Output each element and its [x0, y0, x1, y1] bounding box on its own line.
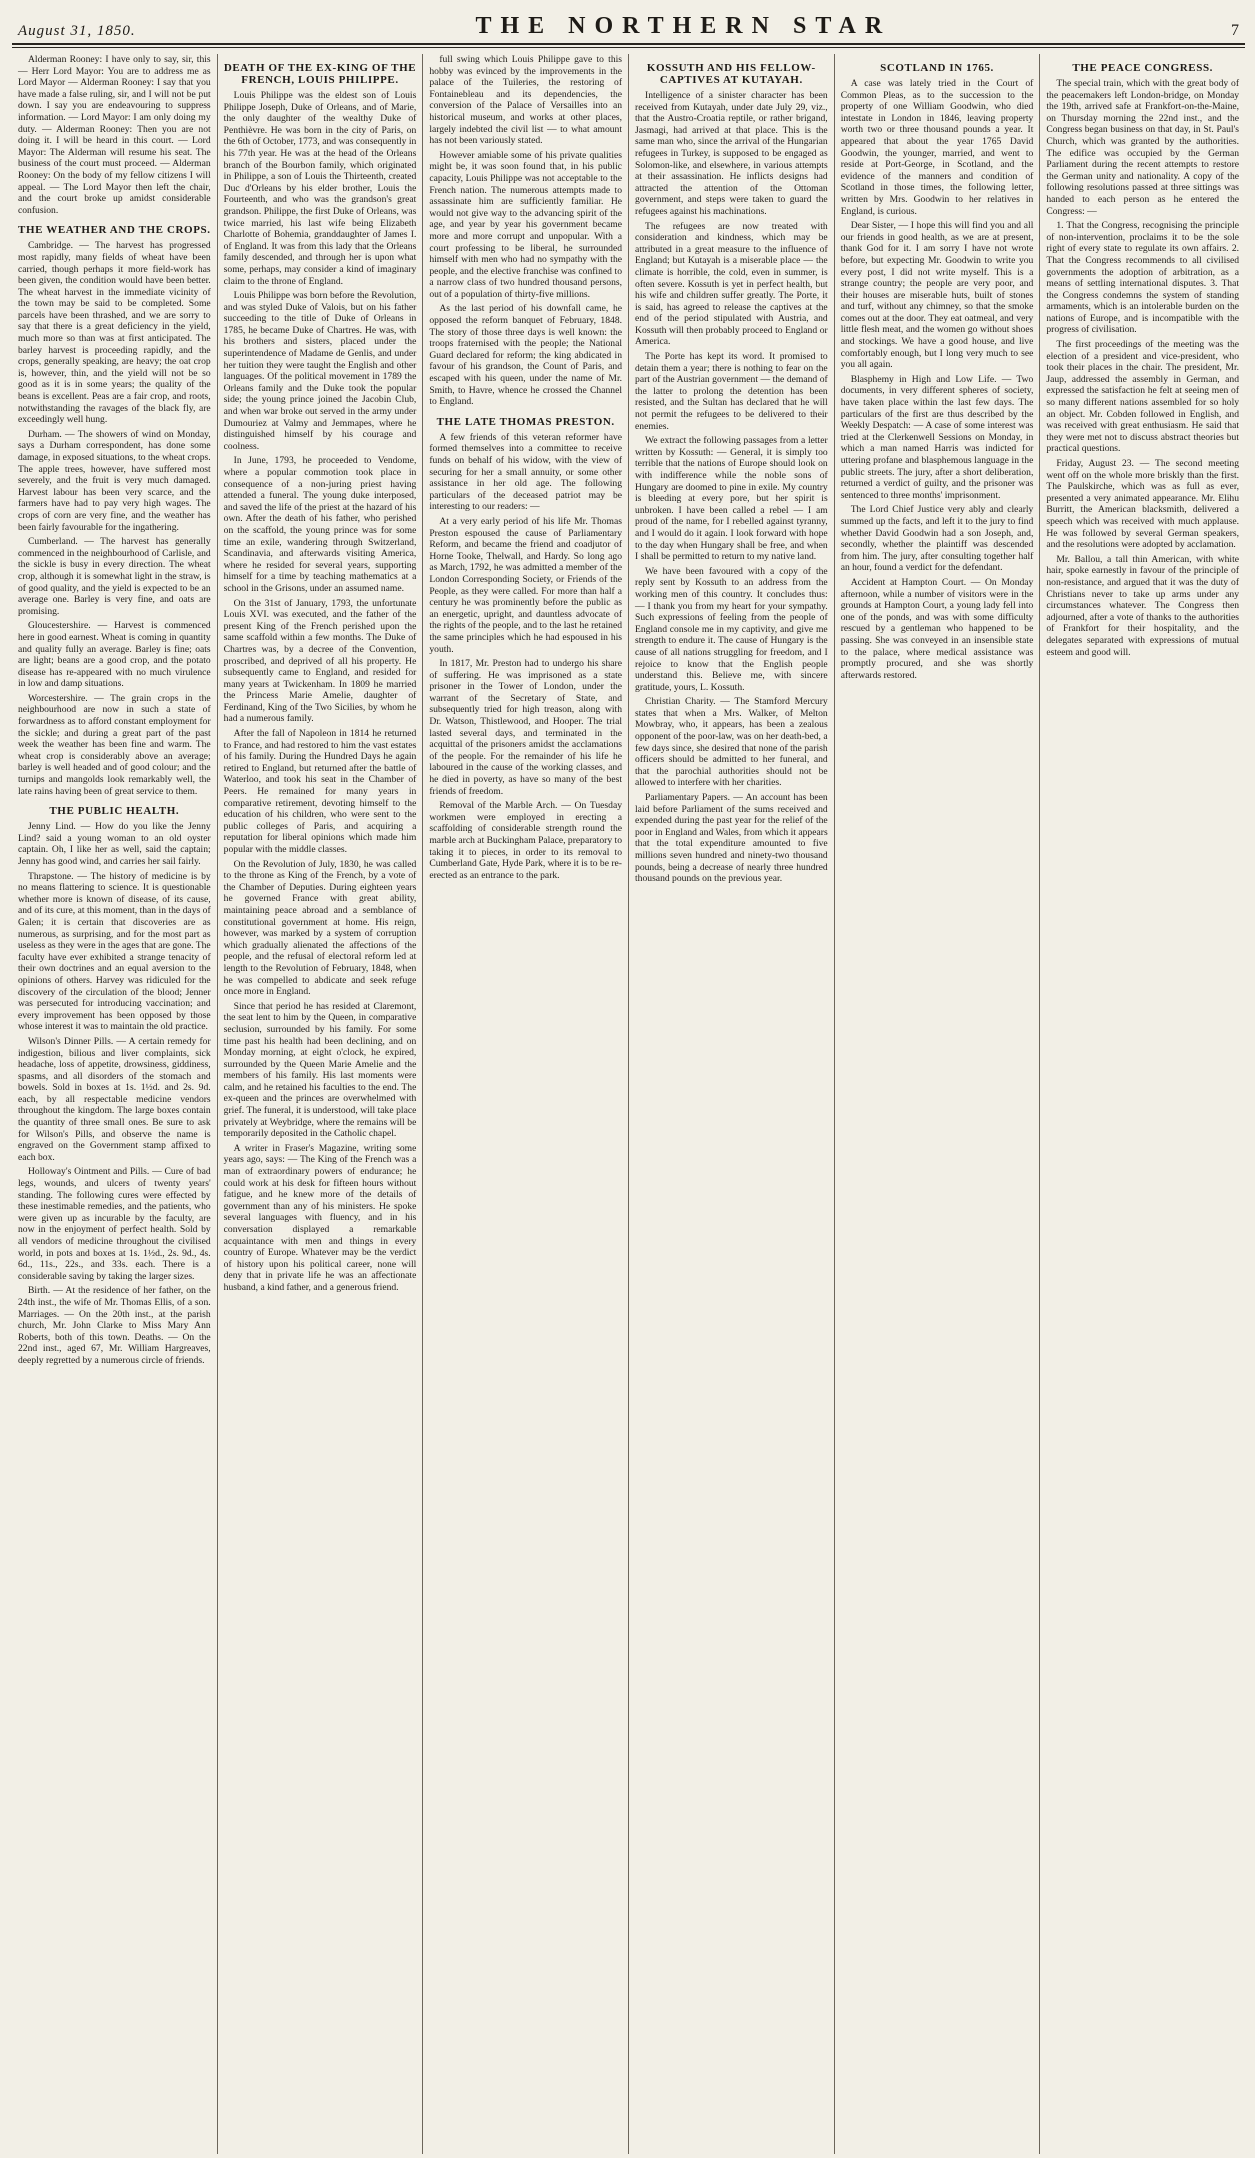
article-paragraph: We have been favoured with a copy of the reply sent by Kossuth to an address from the working men of this country. It concludes thus: — I thank you from my heart for your sympathy. Such expressions of feeling from the people of England console me in my captivity, and give me strength to endure it. The cause of Hungary is the cause of all nations struggling for freedom, and I rejoice to know that the English people understand this. Believe me, with sincere gratitude, yours, L. Kossuth.	[635, 565, 828, 693]
article-paragraph: Mr. Ballou, a tall thin American, with white hair, spoke earnestly in favour of the principle of non-resistance, and argued that it was the duty of Christians never to take up arms under any circumstances whatever. The Congress then adjourned, after a vote of thanks to the authorities of Frankfort for their hospitality, and the delegates separated with expressions of mutual esteem and good will.	[1046, 553, 1240, 658]
article-paragraph: In 1817, Mr. Preston had to undergo his share of suffering. He was imprisoned as a state prisoner in the Tower of London, under the warrant of the Secretary of State, and subsequently tried for high treason, along with Dr. Watson, Thistlewood, and Hooper. The trial lasted several days, and terminated in the acquittal of the prisoners amidst the acclamations of the people. For the remainder of his life he laboured in the cause of the working classes, and he died in poverty, as have so many of the best friends of freedom.	[429, 658, 623, 797]
article-paragraph: Cambridge. — The harvest has progressed most rapidly, many fields of wheat have been carried, though perhaps it more field-work has been given, the condition would have been better. The wheat harvest in the immediate vicinity of the town may be said to be completed. Some parcels have been thrashed, and we are sorry to say that there is a great deficiency in the yield, much more so than was at first anticipated. The barley harvest is proceeding rapidly, and the crops, generally speaking, are heavy; the oat crop is, however, thin, and the yield will not be so good as it is in some years; the quality of the beans is excellent. Peas are a fair crop, and roots, notwithstanding the ravages of the black fly, are exceedingly well hung.	[18, 240, 211, 426]
article-paragraph: Worcestershire. — The grain crops in the neighbourhood are now in such a state of forwardness as to afford constant employment for the sickle; and during a great part of the past week the weather has been fine and warm. The wheat crop is considerably above an average; barley is well headed and of good colour; and the turnips and mangolds look remarkably well, the late rains having been of great service to them.	[18, 692, 211, 797]
columns	[12, 54, 1245, 2154]
article-paragraph: Wilson's Dinner Pills. — A certain remedy for indigestion, bilious and liver complaints, sick headache, loss of appetite, drowsiness, giddiness, spasms, and all disorders of the stomach and bowels. Sold in boxes at 1s. 1½d. and 2s. 9d. each, by all respectable medicine vendors throughout the kingdom. The large boxes contain the quantity of three small ones. Be sure to ask for Wilson's Pills, and observe the name is engraved on the Government stamp affixed to each box.	[18, 1035, 211, 1163]
column-5	[835, 54, 1041, 2154]
article-paragraph: Accident at Hampton Court. — On Monday afternoon, while a number of visitors were in the grounds at Hampton Court, a young lady fell into one of the ponds, and was with some difficulty rescued by a gentleman who happened to be passing. She was conveyed in an insensible state to the palace, where medical assistance was promptly procured, and she was shortly afterwards restored.	[840, 576, 1034, 681]
article-paragraph: However amiable some of his private qualities might be, it was soon found that, in his public capacity, Louis Philippe was not acceptable to the French nation. The numerous attempts made to assassinate him are sufficiently familiar. He would not give way to the advancing spirit of the age, and year by year his government became more and more corrupt and unpopular. With a court professing to be liberal, he surrounded himself with men who had no sympathy with the people, and the elective franchise was confined to a narrow class of two hundred thousand persons, out of a population of thirty-five millions.	[429, 149, 623, 300]
article-paragraph: On the Revolution of July, 1830, he was called to the throne as King of the French, by a vote of the Chamber of Deputies. During eighteen years he governed France with great ability, maintaining peace abroad and a semblance of constitutional government at home. His reign, however, was marked by a system of corruption which gradually alienated the affections of the people, and the refusal of electoral reform led at length to the Revolution of February, 1848, when he was compelled to abdicate and seek refuge once more in England.	[223, 858, 417, 998]
newspaper-title: THE NORTHERN STAR	[475, 13, 892, 39]
issue-date: August 31, 1850.	[18, 23, 136, 39]
article-paragraph: Louis Philippe was the eldest son of Louis Philippe Joseph, Duke of Orleans, and of Marie, the only daughter of the wealthy Duke of Penthièvre. He was born in the city of Paris, on the 6th of October, 1773, and was consequently in his 77th year. He was at the head of the Orleans branch of the Bourbon family, which originated in Philippe, a son of Louis the Thirteenth, created Duc d'Orleans by his elder brother, Louis the Fourteenth, and who was the grandson's great grandson. Philippe, the first Duke of Orleans, was twice married, his last wife being Elizabeth Charlotte of Bohemia, granddaughter of James I. of England. It was from this lady that the Orleans family descended, and through her is upon what some, perhaps, may consider a kind of imaginary claim to the throne of England.	[223, 90, 417, 287]
column-3	[423, 54, 629, 2154]
article-paragraph: A writer in Fraser's Magazine, writing some years ago, says: — The King of the French was a man of extraordinary powers of endurance; he could work at his desk for fifteen hours without fatigue, and he knew more of the details of government than any of his ministers. He spoke several languages with fluency, and in his conversation displayed a remarkable acquaintance with men and things in every country of Europe. Whatever may be the verdict of history upon his political career, none will deny that in private life he was an affectionate husband, a kind father, and a generous friend.	[223, 1142, 417, 1293]
article-paragraph: 1. That the Congress, recognising the principle of non-intervention, proclaims it to be the sole right of every state to regulate its own affairs. 2. That the Congress recommends to all civilised governments the adoption of arbitration, as a means of settling international disputes. 3. That the Congress condemns the system of standing armaments, which is an intolerable burden on the nations of Europe, and is incompatible with the progress of civilisation.	[1046, 220, 1240, 336]
article-paragraph: On the 31st of January, 1793, the unfortunate Louis XVI. was executed, and the father of the present King of the French perished upon the same scaffold within a few months. The Duke of Chartres was, by a decree of the Convention, proscribed, and deprived of all his property. He subsequently came to England, and resided for many years at Twickenham. In 1809 he married the Princess Marie Amelie, daughter of Ferdinand, King of the Two Sicilies, by whom he had a numerous family.	[223, 597, 417, 725]
article-paragraph: The first proceedings of the meeting was the election of a president and vice-president, who took their places in the chair. The president, Mr. Jaup, addressed the assembly in German, and expressed the satisfaction he felt at seeing men of so many different nations assembled for so holy an object. Mr. Cobden followed in English, and was received with great enthusiasm. He said that they were met not to discuss abstract theories but practical questions.	[1046, 339, 1240, 455]
column-4	[629, 54, 835, 2154]
article-paragraph: Dear Sister, — I hope this will find you and all our friends in good health, as we are at present, thank God for it. I am sorry I have not wrote before, but expecting Mr. Goodwin to write you every post, I did not write myself. This is a strange country; the people are very poor, and their houses are miserable huts, built of stones and turf, without any chimney, so that the smoke comes out at the door. They eat oatmeal, and very little flesh meat, and the women go without shoes and stockings. We have a good house, and live comfortably enough, but I long very much to see you all again.	[840, 220, 1034, 371]
article-paragraph: Friday, August 23. — The second meeting went off on the whole more briskly than the first. The Paulskirche, which was as full as ever, presented a very animated appearance. Mr. Elihu Burritt, the American blacksmith, delivered a speech which was received with much applause. He was followed by several German speakers, and the resolutions were adopted by acclamation.	[1046, 458, 1240, 551]
masthead	[12, 10, 1245, 45]
article-paragraph: Thrapstone. — The history of medicine is by no means flattering to science. It is questionable whether more is known of disease, of its cause, and of its cure, at this moment, than in the days of Galen; it is certain that discoveries are as numerous, as surprising, and for the most part as useless as they were in the ages that are gone. The faculty have ever exhibited a strange tenacity of their own doctrines and an equal aversion to the opinions of others. Harvey was ridiculed for the discovery of the circulation of the blood; Jenner was persecuted for introducing vaccination; and every improvement has been opposed by those whose interest it was to maintain the old practice.	[18, 870, 211, 1033]
article-paragraph: Gloucestershire. — Harvest is commenced here in good earnest. Wheat is coming in quantity and quality fully an average. Barley is fine; oats are light; beans are a good crop, and the potato disease has re-appeared with no much virulence in low and damp situations.	[18, 620, 211, 690]
article-paragraph: The refugees are now treated with consideration and kindness, which may be attributed in a great measure to the influence of England; but Kutayah is a miserable place — the climate is horrible, the cold, even in summer, is often severe. Kossuth is yet in perfect health, but his wife and children suffer greatly. The Porte, it is said, has agreed to release the captives at the end of the period stipulated with Austria, and Kossuth will then probably proceed to England or America.	[635, 220, 828, 348]
article-paragraph: Since that period he has resided at Claremont, the seat lent to him by the Queen, in comparative seclusion, surrounded by his family. For some time past his health had been declining, and on Monday morning, at eight o'clock, he expired, surrounded by the Queen Marie Amelie and the members of his family. His last moments were calm, and he retained his faculties to the end. The ex-queen and the princes are overwhelmed with grief. The funeral, it is understood, will take place privately at Weybridge, where the remains will be temporarily deposited in the Catholic chapel.	[223, 1000, 417, 1140]
article-paragraph: Cumberland. — The harvest has generally commenced in the neighbourhood of Carlisle, and the sickle is busy in every direction. The wheat crop, although it is somewhat light in the straw, is of good quality, and the yield is expected to be an average one. Barley is very fine, and oats are promising.	[18, 536, 211, 617]
article-heading: DEATH OF THE EX-KING OF THE FRENCH, LOUIS PHILIPPE.	[223, 62, 417, 86]
article-paragraph: Holloway's Ointment and Pills. — Cure of bad legs, wounds, and ulcers of twenty years' standing. The following cures were effected by these inestimable remedies, and the patients, who were given up as incurable by the faculty, are now in the enjoyment of perfect health. Sold by all vendors of medicine throughout the civilised world, in pots and boxes at 1s. 1½d., 2s. 9d., 4s. 6d., 11s., 22s., and 33s. each. There is a considerable saving by taking the larger sizes.	[18, 1166, 211, 1282]
article-paragraph: A case was lately tried in the Court of Common Pleas, as to the succession to the property of one William Goodwin, who died intestate in London in 1846, leaving property worth two or three thousand pounds a year. It appeared that about the year 1765 David Goodwin, the younger, married, and went to reside at Port-George, in Scotland, and the evidence of the manners and condition of Scotland in those times, the following letter, written by Mrs. Goodwin to her relatives in England, is curious.	[840, 78, 1034, 217]
article-paragraph: Blasphemy in High and Low Life. — Two documents, in very different spheres of society, have taken place within the last few days. The particulars of the first are thus described by the Weekly Despatch: — A case of some interest was tried at the Clerkenwell Sessions on Monday, in which a man named Harris was indicted for uttering profane and blasphemous language in the public streets. The jury, after a short deliberation, returned a verdict of guilty, and the prisoner was sentenced to three months' imprisonment.	[840, 373, 1034, 501]
article-paragraph: As the last period of his downfall came, he opposed the reform banquet of February, 1848. The story of those three days is well known: the troops fraternised with the people; the National Guard declared for reform; the king abdicated in favour of his grandson, the Count of Paris, and escaped with his queen, under the name of Mr. Smith, to Havre, whence he crossed the Channel to England.	[429, 303, 623, 408]
column-2	[218, 54, 424, 2154]
article-paragraph: Removal of the Marble Arch. — On Tuesday workmen were employed in erecting a scaffolding of considerable strength round the marble arch at Buckingham Palace, preparatory to taking it to pieces, in order to its removal to Cumberland Gate, Hyde Park, where it is to be re-erected as an entrance to the park.	[429, 800, 623, 881]
article-paragraph: Birth. — At the residence of her father, on the 24th inst., the wife of Mr. Thomas Ellis, of a son. Marriages. — On the 20th inst., at the parish church, Mr. John Clarke to Miss Mary Ann Roberts, both of this town. Deaths. — On the 22nd inst., aged 67, Mr. William Hargreaves, deeply regretted by a numerous circle of friends.	[18, 1285, 211, 1366]
column-6	[1040, 54, 1245, 2154]
article-paragraph: Intelligence of a sinister character has been received from Kutayah, under date July 29, viz., that the Austro-Croatia reptile, or rather brigand, Jasmagi, had arrived at that place. This is the same man who, since the arrival of the Hungarian refugees in Turkey, is supposed to be engaged as Solomon-like, and elsewhere, in various attempts at their assassination. He inflicts designs had attracted the attention of the Ottoman government, and steps were taken to guard the refugees against his machinations.	[635, 90, 828, 217]
article-paragraph: In June, 1793, he proceeded to Vendome, where a popular commotion took place in consequence of a non-juring priest having attended a funeral. The young duke interposed, and saved the life of the priest at the hazard of his own. After the death of his father, who perished on the scaffold, the young prince was for some time an exile, wandering through Switzerland, Scandinavia, and afterwards visiting America, where he resided for several years, supporting himself for a time by teaching mathematics at a school in the Grisons, under an assumed name.	[223, 455, 417, 594]
article-paragraph: A few friends of this veteran reformer have formed themselves into a committee to receive funds on behalf of his widow, with the view of securing for her a small annuity, or some other assistance in her old age. The following particulars of the deceased patriot may be interesting to our readers: —	[429, 431, 623, 513]
article-paragraph: Alderman Rooney: I have only to say, sir, this — Herr Lord Mayor: You are to address me as Lord Mayor — Alderman Rooney: I say that you have made a false ruling, sir, and I will not be put down. I say you are endeavouring to suppress information. — Lord Mayor: I am only doing my duty. — Alderman Rooney: Then you are not doing it. I will be heard in this court. — Lord Mayor: The Alderman will resume his seat. The business of the court must proceed. — Alderman Rooney: On the body of my fellow citizens I will appeal. — The Lord Mayor then left the chair, and the court broke up amidst considerable confusion.	[18, 54, 211, 216]
article-heading: THE WEATHER AND THE CROPS.	[18, 224, 211, 237]
article-heading: SCOTLAND IN 1765.	[880, 62, 994, 74]
article-paragraph: After the fall of Napoleon in 1814 he returned to France, and had restored to him the vast estates of his family. During the Hundred Days he again retired to England, but returned after the battle of Waterloo, and took his seat in the Chamber of Peers. He remained for many years in comparative retirement, devoting himself to the education of his children, who were sent to the public colleges of Paris, and acquiring a reputation for liberal opinions which made him popular with the middle classes.	[223, 728, 417, 855]
article-paragraph: Durham. — The showers of wind on Monday, says a Durham correspondent, has done some damage, in exposed situations, to the wheat crops. The apple trees, however, have suffered most severely, and the fruit is very much damaged. Harvest labour has been very scarce, and the farmers have had to pay very high wages. The crops of corn are very fine, and the weather has been fairly favourable for the ingathering.	[18, 428, 211, 533]
article-paragraph: We extract the following passages from a letter written by Kossuth: — General, it is simply too terrible that the nations of Europe should look on with indifference while the noble sons of Hungary are doomed to pine in exile. My country is bleeding at every pore, but her spirit is unbroken. I have been called a rebel — I am proud of the name, for I rebelled against tyranny, and I would do it again. I look forward with hope to the day when Hungary shall be free, and when I shall be permitted to return to my native land.	[635, 435, 828, 563]
column-1	[12, 54, 218, 2154]
article-heading: THE LATE THOMAS PRESTON.	[436, 415, 615, 428]
article-heading: THE PEACE CONGRESS.	[1072, 62, 1214, 74]
article-paragraph: The special train, which with the great body of the peacemakers left London-bridge, on Monday the 19th, arrived safe at Frankfort-on-the-Maine, on Thursday morning the 22nd inst., and the Congress began business on that day, in St. Paul's Church, which was granted by the authorities. The edifice was occupied by the German Parliament during the recent attempts to restore the German unity and nationality. A copy of the following resolutions passed at three sittings was handed to each person as he entered the Congress: —	[1046, 78, 1240, 217]
article-paragraph: Louis Philippe was born before the Revolution, and was styled Duke of Valois, but on his father succeeding to the title of Duke of Orleans in 1785, he became Duke of Chartres. He was, with his brothers and sisters, placed under the superintendence of Madame de Genlis, and under her tuition they were taught the English and other languages. Of the political movement in 1789 the Orleans family and the Duke took the popular side; the young prince joined the Jacobin Club, and when war broke out served in the army under Dumouriez at Valmy and Jemmapes, where he distinguished himself by his courage and coolness.	[223, 290, 417, 452]
article-paragraph: The Porte has kept its word. It promised to detain them a year; there is nothing to fear on the part of the Austrian government — the demand of the latter to prolong the detention has been resisted, and the Sultan has declared that he will not permit the refugees to be delivered to their enemies.	[635, 351, 828, 432]
article-heading: THE PUBLIC HEALTH.	[49, 805, 180, 818]
page-number: 7	[1231, 22, 1239, 39]
article-paragraph: Christian Charity. — The Stamford Mercury states that when a Mrs. Walker, of Melton Mowbray, who, it appears, has been a zealous opponent of the poor-law, was on her death-bed, a few days since, she desired that none of the parish officers should be admitted to her funeral, and that the parochial authorities should not be allowed to interfere with her charities.	[635, 696, 828, 789]
article-paragraph: Jenny Lind. — How do you like the Jenny Lind? said a young woman to an old oyster captain. Oh, I like her as well, said the captain; Jenny has good wind, and carries her sail fairly.	[18, 821, 211, 867]
article-paragraph: full swing which Louis Philippe gave to this hobby was evinced by the improvements in the palace of the Tuileries, the restoring of Fontainebleau and its dependencies, the conversion of the Palace of Versailles into an historical museum, and works at other places, largely indebted the civil list — to what amount has not been variously stated.	[429, 54, 623, 147]
article-paragraph: Parliamentary Papers. — An account has been laid before Parliament of the sums received and expended during the past year for the relief of the poor in England and Wales, from which it appears that the total expenditure amounted to five millions seven hundred and ninety-two thousand pounds, being a decrease of nearly three hundred thousand pounds on the previous year.	[635, 792, 828, 885]
article-paragraph: At a very early period of his life Mr. Thomas Preston espoused the cause of Parliamentary Reform, and became the friend and coadjutor of Horne Tooke, Thelwall, and Hardy. So long ago as March, 1792, he was admitted a member of the London Corresponding Society, or Friends of the People, as they were called. For more than half a century he was prominently before the public as an energetic, upright, and dauntless advocate of the rights of the people, and to the last he retained the same principles which he had espoused in his youth.	[429, 515, 623, 655]
article-paragraph: The Lord Chief Justice very ably and clearly summed up the facts, and left it to the jury to find whether David Goodwin had a son Joseph, and, secondly, whether the plaintiff was descended from him. The jury, after consulting together half an hour, found a verdict for the defendant.	[840, 504, 1034, 574]
article-heading: KOSSUTH AND HIS FELLOW-CAPTIVES AT KUTAYAH.	[646, 62, 816, 86]
masthead-rule	[12, 47, 1245, 48]
